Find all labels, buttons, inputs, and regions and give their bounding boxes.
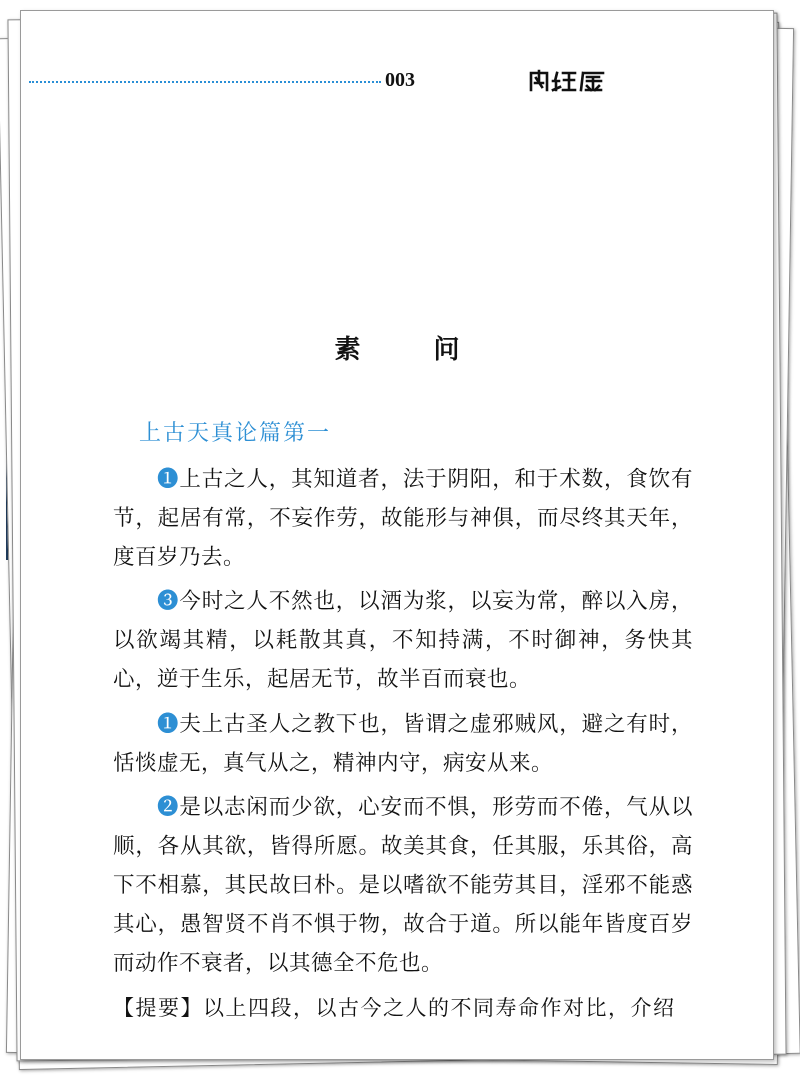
section-heading: 上古天真论篇第一 — [139, 421, 332, 446]
paragraph — [113, 461, 693, 577]
summary-note: 【提要】以上四段，以古今之人的不同寿命作对比，介绍 — [113, 996, 676, 1021]
paragraph-marker: ❸ — [157, 589, 180, 615]
paragraph-text: 夫上古圣人之教下也，皆谓之虚邪贼风，避之有时，恬惔虚无，真气从之，精神内守，病安从来。 — [113, 711, 693, 776]
book-page — [20, 10, 774, 1060]
running-header — [29, 69, 765, 93]
paragraph-text: 是以志闲而少欲，心安而不惧，形劳而不倦，气从以顺，各从其欲，皆得所愿。故美其食，任其服，乐其俗，高下不相慕，其民故曰朴。是以嗜欲不能劳其目，淫邪不能惑其心，愚智贤不肖不惧于物，故合于道。所以能年皆度百岁而动作不衰者，以其德全不危也。 — [113, 795, 693, 976]
header-dotted-rule — [29, 81, 381, 83]
paragraph-marker: ❶ — [157, 467, 180, 492]
paragraph-text: 上古之人，其知道者，法于阴阳，和于术数，食饮有节，起居有常，不妄作劳，故能形与神俱，而尽终其天年，度百岁乃去。 — [113, 467, 693, 570]
calligraphy-seal-icon — [527, 69, 605, 93]
paragraph — [113, 706, 693, 784]
paragraph-marker: ❷ — [157, 795, 180, 821]
paragraph — [113, 789, 693, 983]
paragraph-text: 今时之人不然也，以酒为浆，以妄为常，醉以入房，以欲竭其精，以耗散其真，不知持满，不时御神，务快其心，逆于生乐，起居无节，故半百而衰也。 — [113, 589, 693, 692]
paragraph — [113, 583, 693, 699]
page-number: 003 — [385, 69, 415, 91]
page-title: 素 问 — [334, 335, 492, 365]
paragraph-marker: ❶ — [157, 711, 180, 737]
body-text — [113, 461, 693, 1027]
